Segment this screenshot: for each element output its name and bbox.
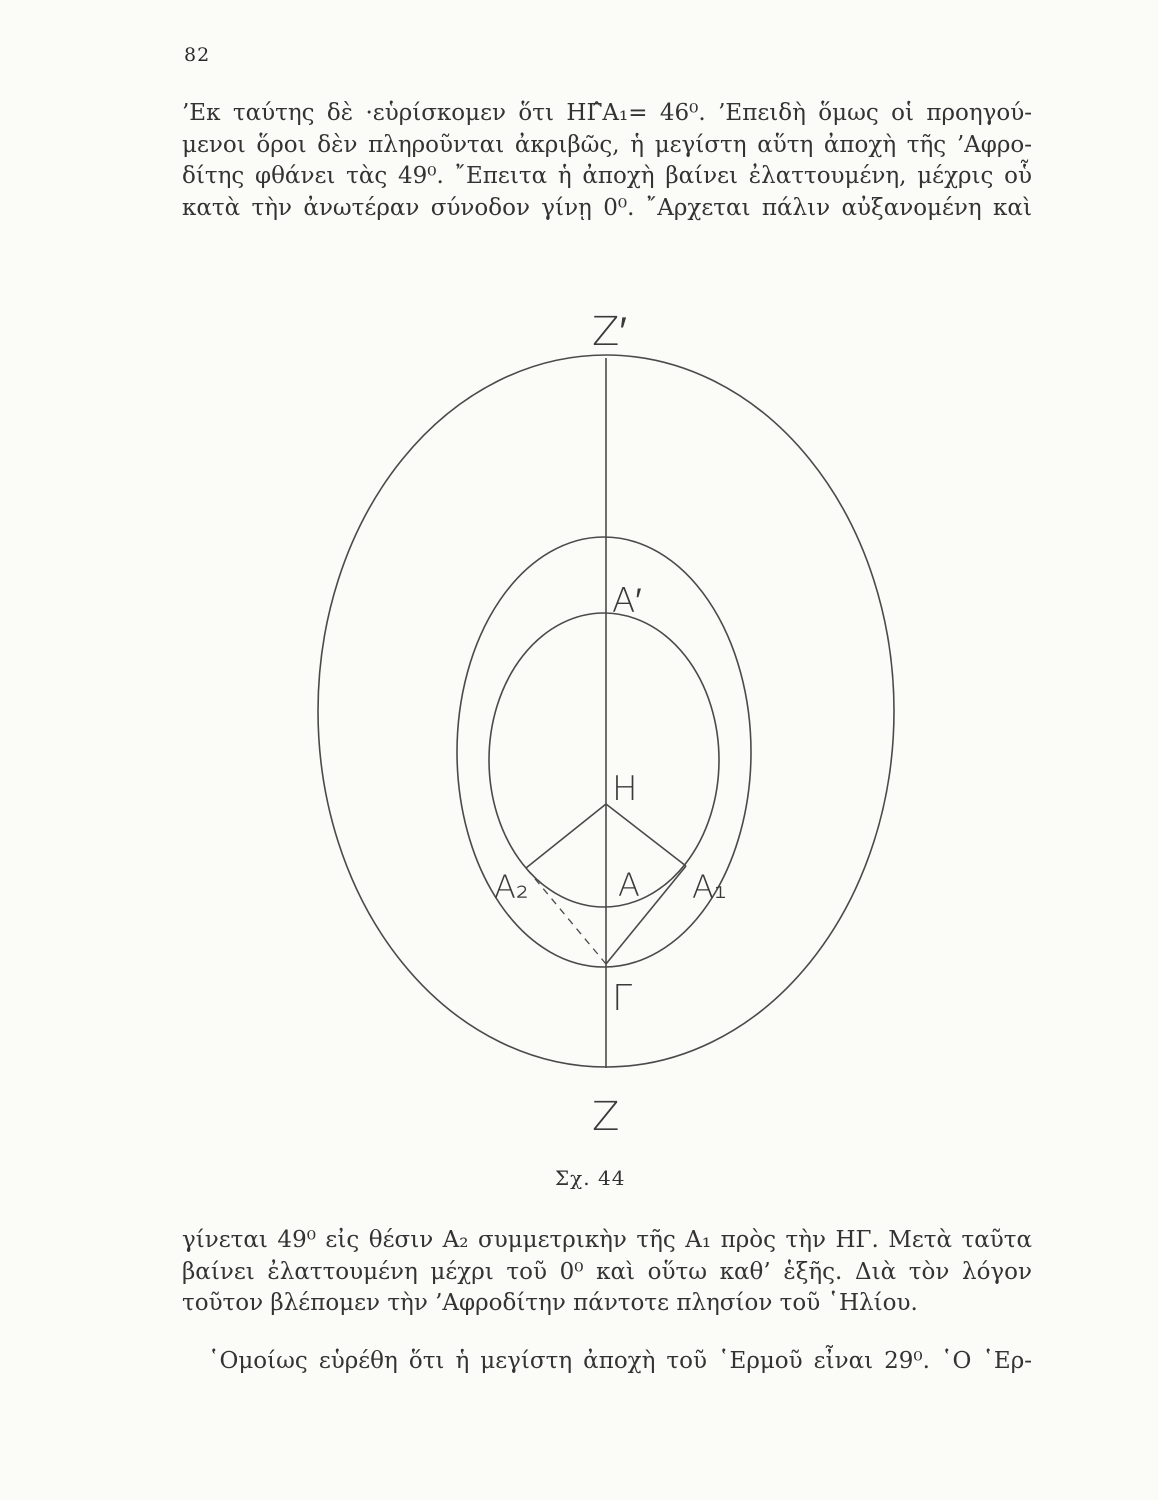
last-paragraph xyxy=(182,1346,1032,1378)
bottom-paragraph xyxy=(182,1225,1032,1320)
text-line: τοῦτον βλέπομεν τὴν ’Αφροδίτην πάντοτε πλησίον τοῦ ῾Ηλίου. xyxy=(182,1290,918,1316)
label-h: H xyxy=(612,769,638,809)
inner-orbit xyxy=(489,613,719,907)
label-a1: A₁ xyxy=(692,868,727,906)
label-a-prime: A′ xyxy=(612,581,642,621)
page-number: 82 xyxy=(184,44,211,66)
text-line: βαίνει ἐλαττουμένη μέχρι τοῦ 0⁰ καὶ οὕτω καθ’ ἑξῆς. Διὰ τὸν λόγον xyxy=(182,1258,1032,1285)
figure-caption: Σχ. 44 xyxy=(555,1166,626,1190)
label-a2: A₂ xyxy=(494,868,529,906)
text-line: ’Εκ ταύτης δὲ ·εὑρίσκομεν ὅτι ΗΓ̂Α₁= 46⁰. ’Επειδὴ ὅμως οἱ προηγού- xyxy=(182,100,1032,126)
text-line: δίτης φθάνει τὰς 49⁰. ῎Επειτα ἡ ἀποχὴ βαίνει ἐλαττουμένη, μέχρις οὗ xyxy=(182,163,1032,189)
dashed-gamma-a2 xyxy=(526,868,606,964)
ray-h-a2 xyxy=(526,804,606,868)
text-line: κατὰ τὴν ἀνωτέραν σύνοδον γίνῃ 0⁰. ῎Αρχεται πάλιν αὐξανομένη καὶ xyxy=(182,194,1032,221)
ray-h-a1 xyxy=(606,804,686,866)
text-line: ῾Ομοίως εὑρέθη ὅτι ἡ μεγίστη ἀποχὴ τοῦ ῾Ερμοῦ εἶναι 29⁰. ῾Ο ῾Ερ- xyxy=(208,1348,1032,1374)
text-line: γίνεται 49⁰ εἰς θέσιν Α₂ συμμετρικὴν τῆς Α₁ πρὸς τὴν ΗΓ. Μετὰ ταῦτα xyxy=(182,1227,1032,1253)
label-z-top: Z′ xyxy=(592,309,627,355)
label-z-bottom: Z xyxy=(592,1094,620,1140)
label-gamma: Γ xyxy=(612,978,633,1019)
label-a: A xyxy=(618,866,640,904)
text-line: μενοι ὅροι δὲν πληροῦνται ἀκριβῶς, ἡ μεγίστη αὕτη ἀποχὴ τῆς ’Αφρο- xyxy=(182,131,1032,158)
